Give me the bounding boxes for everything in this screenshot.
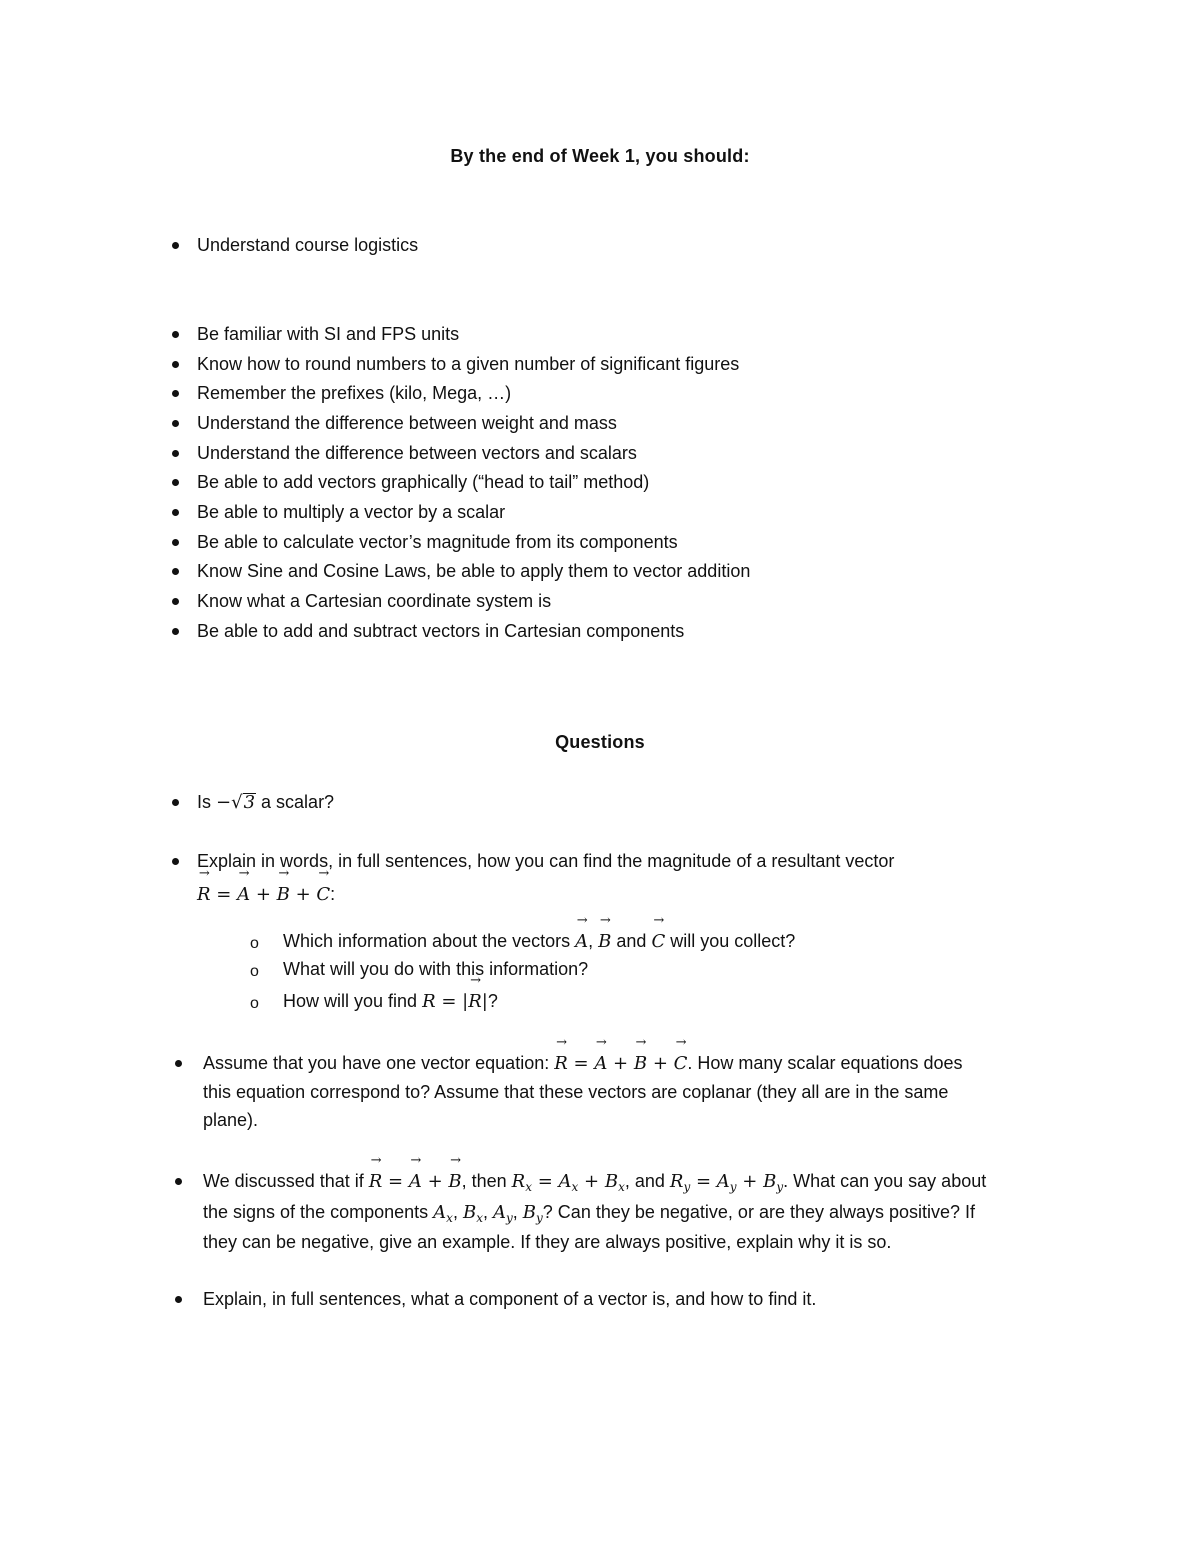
sub-bullet-icon: o bbox=[250, 995, 259, 1012]
question-2-sub-2: What will you do with this information? bbox=[283, 959, 589, 979]
bullet-icon bbox=[172, 331, 179, 338]
bullet-icon bbox=[175, 1060, 182, 1067]
list-item: Be able to add and subtract vectors in Cartesian components bbox=[197, 621, 685, 641]
question-4-line-3: they can be negative, give an example. If they are always positive, explain why it is so. bbox=[203, 1232, 892, 1252]
bullet-icon bbox=[172, 799, 179, 806]
bullet-icon bbox=[172, 479, 179, 486]
question-3-line-2: this equation correspond to? Assume that these vectors are coplanar (they all are in the same bbox=[203, 1082, 949, 1102]
questions-heading: Questions bbox=[555, 732, 645, 752]
sub-bullet-icon: o bbox=[250, 935, 259, 952]
bullet-icon bbox=[172, 450, 179, 457]
page-title: By the end of Week 1, you should: bbox=[450, 146, 750, 166]
question-2-sub-3: How will you find R = |→ R|? bbox=[283, 987, 498, 1016]
list-item: Know Sine and Cosine Laws, be able to apply them to vector addition bbox=[197, 561, 751, 581]
list-item: Understand course logistics bbox=[197, 235, 419, 255]
list-item: Be able to multiply a vector by a scalar bbox=[197, 502, 506, 522]
list-item: Understand the difference between vectors and scalars bbox=[197, 443, 637, 463]
list-item: Be familiar with SI and FPS units bbox=[197, 324, 460, 344]
question-1: Is −√3 a scalar? bbox=[197, 792, 335, 813]
bullet-icon bbox=[172, 628, 179, 635]
question-3-line-3: plane). bbox=[203, 1110, 259, 1130]
list-item: Know how to round numbers to a given number of significant figures bbox=[197, 354, 740, 374]
bullet-icon bbox=[172, 420, 179, 427]
question-3-line-1: Assume that you have one vector equation: → R = → A + → B + → C. How many scalar equations does bbox=[203, 1049, 963, 1078]
bullet-icon bbox=[175, 1296, 182, 1303]
bullet-icon bbox=[172, 242, 179, 249]
bullet-icon bbox=[172, 361, 179, 368]
bullet-icon bbox=[172, 509, 179, 516]
bullet-icon bbox=[172, 390, 179, 397]
list-item: Be able to add vectors graphically (“head to tail” method) bbox=[197, 472, 650, 492]
list-item: Understand the difference between weight and mass bbox=[197, 413, 617, 433]
list-item: Be able to calculate vector’s magnitude from its components bbox=[197, 532, 678, 552]
question-4-line-1: We discussed that if → R = → A + → B, then $R_x = A_x + B_x$, and $R_y = A_y + B_y$. What can you say about bbox=[203, 1167, 986, 1201]
question-2-equation: → R = → A + → B + → C: bbox=[197, 880, 335, 909]
question-5: Explain, in full sentences, what a component of a vector is, and how to find it. bbox=[203, 1289, 817, 1309]
list-item: Know what a Cartesian coordinate system is bbox=[197, 591, 552, 611]
bullet-icon bbox=[175, 1178, 182, 1185]
bullet-icon bbox=[172, 539, 179, 546]
question-4-line-2: the signs of the components $A_x$, $B_x$, $A_y$, $B_y$? Can they be negative, or are they always positive? If bbox=[203, 1202, 976, 1225]
question-2-sub-1: Which information about the vectors → A, → B and → C will you collect? bbox=[283, 927, 795, 956]
bullet-icon bbox=[172, 858, 179, 865]
bullet-icon bbox=[172, 598, 179, 605]
question-2-line-1: Explain in words, in full sentences, how you can find the magnitude of a resultant vector bbox=[197, 851, 895, 871]
list-item: Remember the prefixes (kilo, Mega, …) bbox=[197, 383, 512, 403]
bullet-icon bbox=[172, 568, 179, 575]
sub-bullet-icon: o bbox=[250, 963, 259, 980]
